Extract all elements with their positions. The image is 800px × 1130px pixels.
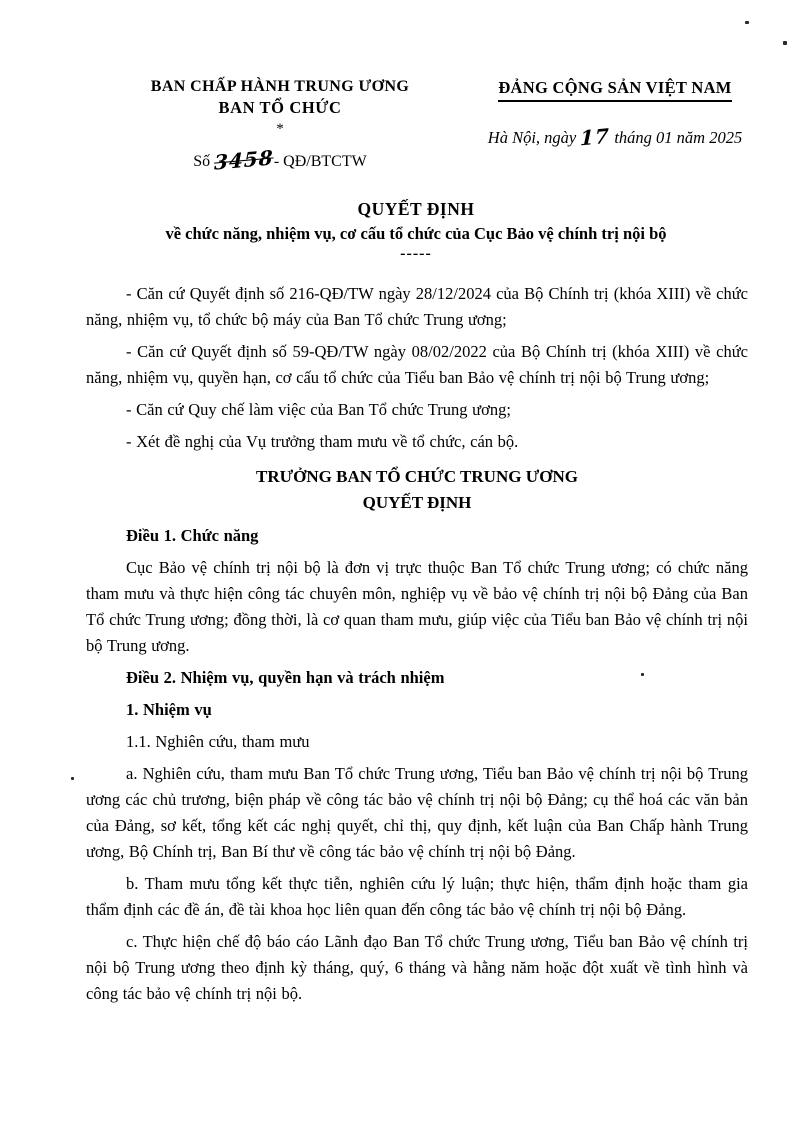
- article-2-item-b: b. Tham mưu tổng kết thực tiễn, nghiên cứu lý luận; thực hiện, thẩm định hoặc tham gia thẩm định các đề án, đề tài khoa học liên quan đến công tác bảo vệ chính trị nội bộ Đảng.: [86, 874, 748, 919]
- article-2-item-a: a. Nghiên cứu, tham mưu Ban Tổ chức Trung ương, Tiểu ban Bảo vệ chính trị nội bộ Trung ương các chủ trương, biện pháp về công tác bảo vệ chính trị nội bộ Đảng; cụ thể hoá các văn bản của Đảng, sơ kết, tổng kết các nghị quyết, chỉ thị, quy định, kết luận của Ban Chấp hành Trung ương, Bộ Chính trị, Ban Bí thư về công tác bảo vệ chính trị nội bộ Đảng.: [86, 764, 748, 861]
- date-day-handwritten: 17: [580, 123, 611, 151]
- place-date-line: [455, 123, 775, 151]
- star-separator: *: [276, 121, 284, 137]
- document-subject: về chức năng, nhiệm vụ, cơ cấu tổ chức của Cục Bảo vệ chính trị nội bộ: [165, 224, 667, 243]
- place-date-prefix: Hà Nội, ngày: [487, 128, 577, 147]
- issuing-org-block: [112, 76, 448, 175]
- document-number-suffix: - QĐ/BTCTW: [273, 153, 367, 170]
- article-2-section-1-heading: 1. Nhiệm vụ: [126, 700, 212, 719]
- article-2-item-c: c. Thực hiện chế độ báo cáo Lãnh đạo Ban Tổ chức Trung ương, Tiểu ban Bảo vệ chính trị nội bộ Trung ương theo định kỳ tháng, quý, 6 tháng và hằng năm hoặc đột xuất về tình hình và công tác bảo vệ chính trị nội bộ.: [86, 932, 748, 1003]
- issuer-parent-org: BAN CHẤP HÀNH TRUNG ƯƠNG: [150, 78, 410, 95]
- decision-authority-line1: TRƯỞNG BAN TỔ CHỨC TRUNG ƯƠNG: [256, 467, 578, 486]
- preamble-clause-1: - Căn cứ Quyết định số 216-QĐ/TW ngày 28/12/2024 của Bộ Chính trị (khóa XIII) về chức năng, nhiệm vụ, tổ chức bộ máy của Ban Tổ chức Trung ương;: [86, 284, 748, 329]
- article-1-heading: Điều 1. Chức năng: [126, 526, 259, 545]
- preamble-clause-3: - Căn cứ Quy chế làm việc của Ban Tổ chức Trung ương;: [126, 400, 511, 419]
- document-number-label: Số: [193, 153, 211, 170]
- decision-authority-heading: [86, 464, 748, 516]
- place-date-suffix: tháng 01 năm 2025: [614, 128, 743, 147]
- document-title-block: [85, 198, 747, 263]
- document-number-handwritten: 3458: [214, 145, 274, 175]
- article-1-body: Cục Bảo vệ chính trị nội bộ là đơn vị trực thuộc Ban Tổ chức Trung ương; có chức năng tham mưu và thực hiện công tác chuyên môn, nghiệp vụ về bảo vệ chính trị nội bộ Đảng của Ban Tổ chức Trung ương; đồng thời, là cơ quan tham mưu, giúp việc của Tiểu ban Bảo vệ chính trị nội bộ Trung ương.: [86, 558, 748, 655]
- party-motto-wrap: [455, 78, 775, 102]
- issuer-org: BAN TỔ CHỨC: [218, 98, 342, 117]
- title-separator: -----: [400, 245, 432, 262]
- document-number: [112, 145, 448, 175]
- article-2-heading: Điều 2. Nhiệm vụ, quyền hạn và trách nhiệm: [126, 668, 445, 687]
- article-2-subsection-1-1-heading: 1.1. Nghiên cứu, tham mưu: [126, 732, 310, 751]
- national-header-block: [455, 78, 775, 151]
- preamble-clause-4: - Xét đề nghị của Vụ trưởng tham mưu về tổ chức, cán bộ.: [126, 432, 519, 451]
- preamble-clause-2: - Căn cứ Quyết định số 59-QĐ/TW ngày 08/02/2022 của Bộ Chính trị (khóa XIII) về chức năng, nhiệm vụ, quyền hạn, cơ cấu tổ chức của Tiểu ban Bảo vệ chính trị nội bộ Trung ương;: [86, 342, 748, 387]
- decision-authority-line2: QUYẾT ĐỊNH: [362, 493, 472, 512]
- document-title: QUYẾT ĐỊNH: [357, 199, 475, 219]
- party-motto: ĐẢNG CỘNG SẢN VIỆT NAM: [498, 78, 731, 102]
- document-body: [86, 281, 748, 1013]
